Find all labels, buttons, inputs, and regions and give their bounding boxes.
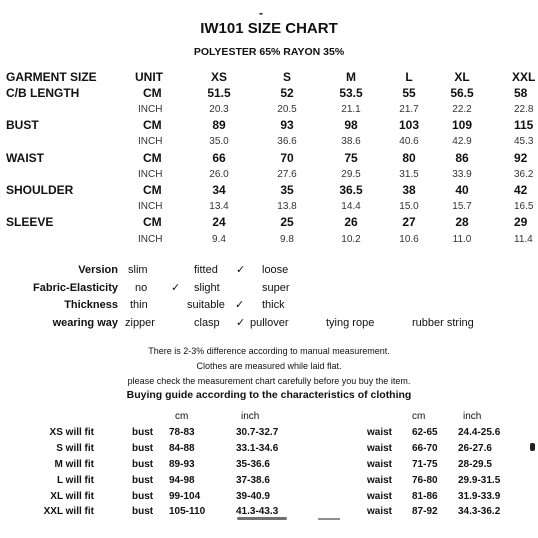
unit-cm: CM — [143, 86, 162, 100]
cm-value: 98 — [344, 118, 358, 132]
guide-size-label: XXL will fit — [43, 506, 94, 517]
header-dash: - — [259, 6, 263, 20]
unit-inch: INCH — [138, 136, 163, 147]
cm-value: 109 — [451, 118, 473, 132]
inch-value: 35.0 — [209, 136, 229, 147]
inch-value: 13.4 — [209, 201, 229, 212]
inch-value: 36.6 — [277, 136, 297, 147]
inch-value: 31.5 — [399, 169, 419, 180]
cm-value: 27 — [402, 215, 416, 229]
guide-part: waist — [367, 491, 393, 502]
inch-value: 40.6 — [399, 136, 419, 147]
inch-value: 20.3 — [209, 104, 229, 115]
guide-size-label: XL will fit — [50, 491, 94, 502]
inch-value: 13.8 — [277, 201, 297, 212]
guide-inch: 30.7-32.7 — [236, 427, 279, 438]
inch-value: 10.6 — [399, 234, 419, 245]
cm-value: 29 — [514, 215, 528, 229]
inch-value: 20.5 — [277, 104, 297, 115]
inch-value: 16.5 — [514, 201, 534, 212]
guide-part: bust — [132, 427, 154, 438]
cm-value: 58 — [514, 86, 528, 100]
guide-cm: 105-110 — [169, 506, 206, 517]
unit-cm: CM — [143, 215, 162, 229]
check-icon: ✓ — [235, 299, 245, 311]
col-header-m: M — [346, 70, 356, 84]
cm-value: 53.5 — [339, 86, 363, 100]
row-label-waist: WAIST — [6, 151, 44, 165]
cm-value: 26 — [344, 215, 358, 229]
col-header-l: L — [405, 70, 413, 84]
guide-cm: 89-93 — [169, 459, 195, 470]
note-check-chart: please check the measurement chart carefully before you buy the item. — [127, 376, 411, 386]
attr-option: super — [262, 282, 290, 294]
attr-label-version: Version — [78, 264, 118, 276]
inch-value: 14.4 — [341, 201, 361, 212]
inch-value: 38.6 — [341, 136, 361, 147]
cm-value: 28 — [455, 215, 469, 229]
inch-value: 26.0 — [209, 169, 229, 180]
col-header-garment-size: GARMENT SIZE — [6, 70, 97, 84]
inch-value: 21.1 — [341, 104, 361, 115]
cm-value: 75 — [344, 151, 358, 165]
unit-inch: INCH — [138, 201, 163, 212]
cm-value: 40 — [455, 183, 469, 197]
attr-option: thin — [130, 299, 148, 311]
cm-value: 93 — [280, 118, 294, 132]
inch-value: 27.6 — [277, 169, 297, 180]
cm-value: 66 — [212, 151, 226, 165]
attr-option: slim — [128, 264, 148, 276]
row-label-shoulder: SHOULDER — [6, 183, 74, 197]
guide-cm: 81-86 — [412, 491, 438, 502]
inch-value: 21.7 — [399, 104, 419, 115]
check-icon: ✓ — [236, 264, 246, 276]
guide-cm: 87-92 — [412, 506, 438, 517]
inch-value: 9.4 — [212, 234, 226, 245]
guide-header-inch: inch — [241, 411, 260, 422]
unit-cm: CM — [143, 151, 162, 165]
guide-part: waist — [367, 427, 393, 438]
cm-value: 25 — [280, 215, 294, 229]
cm-value: 80 — [402, 151, 416, 165]
inch-value: 36.2 — [514, 169, 534, 180]
material-subtitle: POLYESTER 65% RAYON 35% — [193, 46, 345, 58]
guide-part: waist — [367, 459, 393, 470]
inch-value: 15.7 — [452, 201, 472, 212]
guide-part: waist — [367, 443, 393, 454]
guide-cm: 66-70 — [412, 443, 438, 454]
check-icon: ✓ — [236, 317, 246, 329]
inch-value: 29.5 — [341, 169, 361, 180]
inch-value: 15.0 — [399, 201, 419, 212]
inch-value: 22.2 — [452, 104, 472, 115]
guide-cm: 62-65 — [412, 427, 438, 438]
inch-value: 9.8 — [280, 234, 294, 245]
cm-value: 70 — [280, 151, 294, 165]
guide-cm: 84-88 — [169, 443, 195, 454]
attr-option: thick — [262, 299, 285, 311]
guide-part: waist — [367, 506, 393, 517]
inch-value: 11.0 — [452, 234, 472, 245]
attr-option: clasp — [194, 317, 220, 329]
inch-value: 42.9 — [452, 136, 472, 147]
guide-size-label: M will fit — [54, 459, 94, 470]
scan-smudge — [318, 518, 340, 520]
guide-part: bust — [132, 459, 154, 470]
guide-part: bust — [132, 506, 154, 517]
attr-option: rubber string — [412, 317, 474, 329]
guide-inch: 28-29.5 — [458, 459, 492, 470]
row-label-sleeve: SLEEVE — [6, 215, 54, 229]
guide-part: bust — [132, 491, 154, 502]
note-laid-flat: Clothes are measured while laid flat. — [196, 361, 342, 371]
guide-inch: 26-27.6 — [458, 443, 492, 454]
inch-value: 45.3 — [514, 136, 534, 147]
buying-guide-title: Buying guide according to the characteristics of clothing — [126, 389, 412, 401]
cm-value: 115 — [514, 118, 534, 132]
attr-option: loose — [262, 264, 289, 276]
col-header-xs: XS — [210, 70, 227, 84]
attr-option: zipper — [125, 317, 155, 329]
guide-inch: 29.9-31.5 — [458, 475, 501, 486]
cm-value: 56.5 — [450, 86, 474, 100]
guide-size-label: L will fit — [56, 475, 94, 486]
guide-part: bust — [132, 443, 154, 454]
inch-value: 22.8 — [514, 104, 534, 115]
inch-value: 11.4 — [514, 234, 533, 245]
attr-label-thickness: Thickness — [64, 299, 118, 311]
col-header-s: S — [282, 70, 291, 84]
guide-inch: 39-40.9 — [236, 491, 270, 502]
guide-cm: 76-80 — [412, 475, 438, 486]
guide-header-inch: inch — [463, 411, 482, 422]
cm-value: 103 — [398, 118, 420, 132]
col-header-xl: XL — [454, 70, 470, 84]
attr-option: fitted — [194, 264, 218, 276]
guide-header-cm: cm — [175, 411, 189, 422]
attr-label-fabric-elasticity: Fabric-Elasticity — [33, 282, 118, 294]
guide-part: waist — [367, 475, 393, 486]
cm-value: 55 — [402, 86, 416, 100]
guide-inch: 34.3-36.2 — [458, 506, 501, 517]
unit-cm: CM — [143, 118, 162, 132]
scan-mark — [530, 443, 535, 451]
guide-inch: 41.3-43.3 — [236, 506, 279, 517]
cm-value: 42 — [514, 183, 528, 197]
guide-inch: 24.4-25.6 — [458, 427, 501, 438]
attr-option: pullover — [250, 317, 289, 329]
guide-cm: 99-104 — [169, 491, 201, 502]
unit-cm: CM — [143, 183, 162, 197]
cm-value: 35 — [280, 183, 294, 197]
row-label-cb-length: C/B LENGTH — [6, 86, 80, 100]
guide-size-label: XS will fit — [49, 427, 94, 438]
guide-cm: 71-75 — [412, 459, 438, 470]
unit-inch: INCH — [138, 104, 163, 115]
guide-inch: 31.9-33.9 — [458, 491, 501, 502]
cm-value: 36.5 — [339, 183, 363, 197]
guide-cm: 94-98 — [169, 475, 195, 486]
cm-value: 34 — [212, 183, 226, 197]
guide-inch: 37-38.6 — [236, 475, 270, 486]
row-label-bust: BUST — [6, 118, 39, 132]
cm-value: 89 — [212, 118, 226, 132]
cm-value: 92 — [514, 151, 528, 165]
chart-title: IW101 SIZE CHART — [200, 20, 338, 37]
cm-value: 52 — [280, 86, 294, 100]
attr-option: suitable — [187, 299, 225, 311]
attr-option: tying rope — [326, 317, 375, 329]
attr-option: slight — [194, 282, 220, 294]
col-header-unit: UNIT — [135, 70, 163, 84]
cm-value: 86 — [455, 151, 469, 165]
unit-inch: INCH — [138, 234, 163, 245]
cm-value: 51.5 — [207, 86, 231, 100]
guide-header-cm: cm — [412, 411, 426, 422]
guide-size-label: S will fit — [56, 443, 94, 454]
note-difference: There is 2-3% difference according to manual measurement. — [148, 346, 390, 356]
guide-cm: 78-83 — [169, 427, 195, 438]
inch-value: 33.9 — [452, 169, 472, 180]
inch-value: 10.2 — [341, 234, 361, 245]
cm-value: 24 — [212, 215, 226, 229]
check-icon: ✓ — [171, 282, 181, 294]
cm-value: 38 — [402, 183, 416, 197]
guide-part: bust — [132, 475, 154, 486]
unit-inch: INCH — [138, 169, 163, 180]
guide-inch: 35-36.6 — [236, 459, 270, 470]
attr-option: no — [135, 282, 148, 294]
scan-smudge — [237, 517, 287, 520]
attr-label-wearing-way: wearing way — [52, 317, 118, 329]
col-header-xxl: XXL — [512, 70, 536, 84]
guide-inch: 33.1-34.6 — [236, 443, 279, 454]
